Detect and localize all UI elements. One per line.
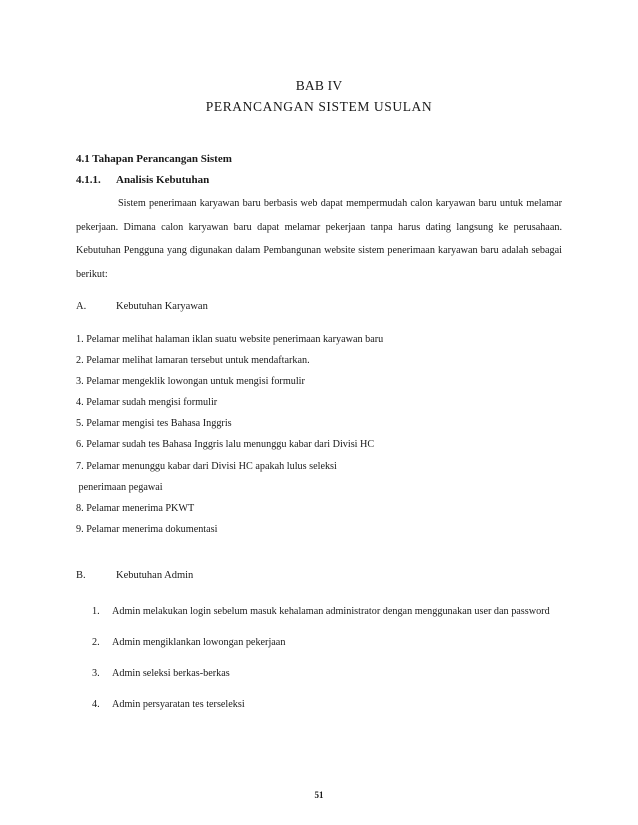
chapter-subtitle: PERANCANGAN SISTEM USULAN (205, 99, 433, 114)
list-item: 5. Pelamar mengisi tes Bahasa Inggris (76, 418, 232, 430)
list-item (92, 662, 562, 685)
admin-requirements-list (92, 600, 562, 724)
section-a-title: Kebutuhan Karyawan (116, 301, 208, 312)
section-b-title: Kebutuhan Admin (116, 570, 194, 581)
list-item: 3. Pelamar mengeklik lowongan untuk mengisi formulir (76, 376, 305, 388)
section-a-letter: A. (76, 301, 87, 312)
section-heading: 4.1 Tahapan Perancangan Sistem (76, 153, 232, 165)
list-item: 9. Pelamar menerima dokumentasi (76, 523, 218, 535)
item-text: Admin mengiklankan lowongan pekerjaan (112, 637, 286, 648)
list-item: 2. Pelamar melihat lamaran tersebut untuk mendaftarkan. (76, 355, 310, 367)
item-number: 2. (92, 637, 100, 648)
item-text: Admin seleksi berkas-berkas (112, 668, 230, 679)
item-number: 3. (92, 668, 100, 679)
subsection-heading (76, 174, 209, 186)
subsection-title: Analisis Kebutuhan (116, 174, 210, 186)
page-number: 51 (314, 790, 324, 800)
item-text: Admin melakukan login sebelum masuk kehalaman administrator dengan menggunakan user dan password (112, 606, 550, 617)
list-item (92, 693, 562, 716)
body-paragraph (76, 192, 562, 287)
list-item: 7. Pelamar menunggu kabar dari Divisi HC apakah lulus seleksi (76, 460, 337, 472)
list-item (92, 631, 562, 654)
section-a-heading (76, 301, 208, 312)
item-number: 4. (92, 699, 100, 710)
karyawan-requirements-list (76, 332, 383, 543)
list-item: penerimaan pegawai (76, 481, 163, 493)
list-item: 4. Pelamar sudah mengisi formulir (76, 397, 218, 409)
section-b-letter: B. (76, 570, 86, 581)
list-item (92, 600, 562, 623)
list-item: 1. Pelamar melihat halaman iklan suatu website penerimaan karyawan baru (76, 334, 384, 345)
chapter-title: BAB IV (295, 78, 343, 93)
paragraph-text: Sistem penerimaan karyawan baru berbasis web dapat mempermudah calon karyawan baru untuk melamar pekerjaan. Dimana calon karyawan baru dapat melamar pekerjaan tanpa harus dating langsung ke perusahaan. Kebutuhan Pengguna yang digunakan dalam Pembangunan website sistem penerimaan karyawan baru adalah sebagai berikut: (76, 198, 562, 281)
list-item: 8. Pelamar menerima PKWT (76, 502, 195, 514)
section-b-heading (76, 570, 193, 581)
item-number: 1. (92, 606, 100, 617)
item-text: Admin persyaratan tes terseleksi (112, 699, 245, 710)
subsection-number: 4.1.1. (76, 174, 101, 186)
list-item: 6. Pelamar sudah tes Bahasa Inggris lalu menunggu kabar dari Divisi HC (76, 439, 375, 451)
